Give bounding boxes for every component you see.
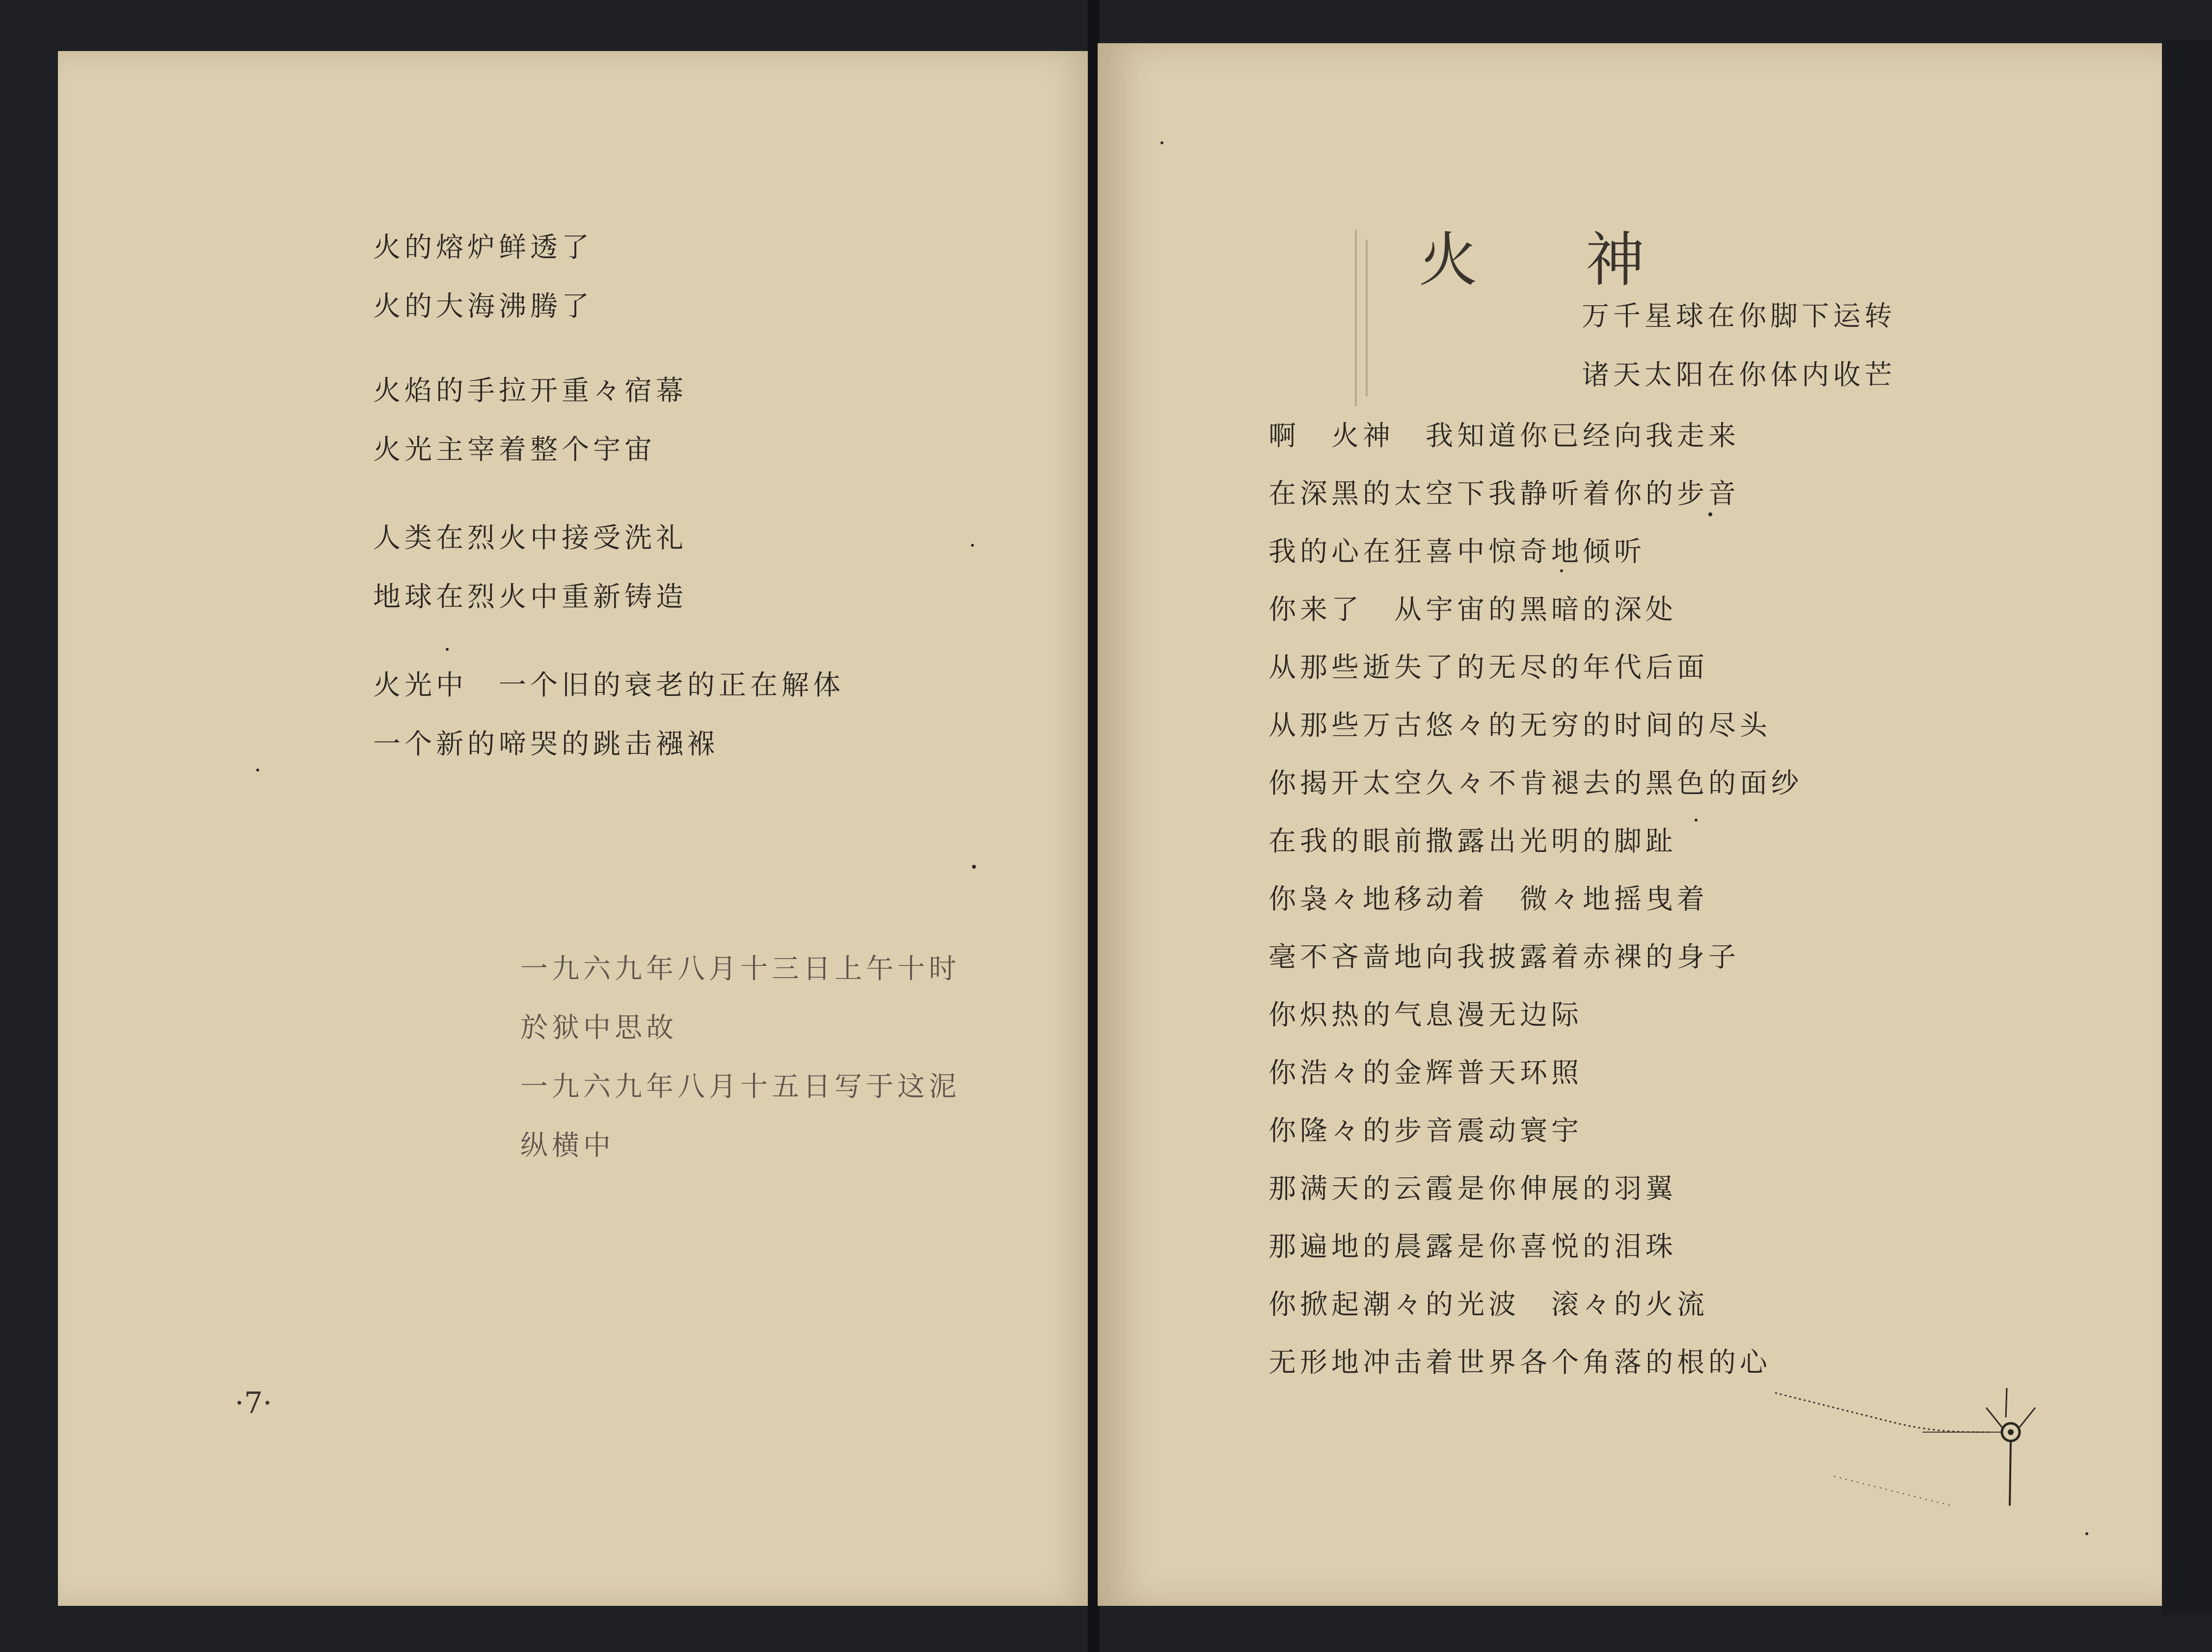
ink-speck [256, 769, 259, 772]
ink-speck [1560, 569, 1563, 572]
poem-line: 啊 火神 我知道你已经向我走来 [1268, 420, 1740, 452]
title-char: 火 [1419, 226, 1478, 294]
poem-line: 你掀起潮々的光波 滚々的火流 [1268, 1289, 1708, 1321]
title-char: 神 [1586, 226, 1645, 294]
poem-line: 毫不吝啬地向我披露着赤裸的身子 [1268, 941, 1740, 973]
poem-line: 无形地冲击着世界各个角落的根的心 [1268, 1347, 1771, 1379]
poem-line: 从那些万古悠々的无穷的时间的尽头 [1268, 710, 1771, 742]
ink-speck [1695, 819, 1698, 822]
ink-speck [1160, 141, 1163, 144]
decorative-rule [1355, 230, 1357, 406]
background-edge [2162, 39, 2212, 1615]
poem-line: 火光主宰着整个宇宙 [373, 434, 656, 466]
poem-line: 你来了 从宇宙的黑暗的深处 [1268, 594, 1677, 626]
left-page [58, 51, 1095, 1606]
date-line: 一九六九年八月十三日上午十时 [520, 953, 960, 985]
poem-line: 你浩々的金辉普天环照 [1268, 1057, 1583, 1089]
poem-line: 你揭开太空久々不肯褪去的黑色的面纱 [1268, 768, 1803, 799]
poem-line: 在深黑的太空下我静听着你的步音 [1268, 478, 1740, 510]
ink-speck [1708, 512, 1712, 516]
date-line: 纵横中 [520, 1130, 615, 1162]
poem-line: 你隆々的步音震动寰宇 [1268, 1115, 1583, 1147]
poem-line: 你袅々地移动着 微々地摇曳着 [1268, 883, 1708, 915]
poem-line: 那满天的云霞是你伸展的羽翼 [1268, 1173, 1677, 1205]
right-page [1098, 43, 2162, 1606]
poem-line: 你炽热的气息漫无边际 [1268, 999, 1583, 1031]
poem-line: 火焰的手拉开重々宿幕 [373, 375, 687, 407]
poem-line: 那遍地的晨露是你喜悦的泪珠 [1268, 1231, 1677, 1263]
poem-line: 从那些逝失了的无尽的年代后面 [1268, 652, 1708, 684]
ink-speck [2085, 1532, 2088, 1535]
poem-line: 我的心在狂喜中惊奇地倾听 [1268, 536, 1646, 568]
decorative-rule [1366, 240, 1368, 397]
poem-line: 火的熔炉鲜透了 [373, 232, 593, 264]
poem-line: 地球在烈火中重新铸造 [373, 581, 687, 613]
poem-line: 在我的眼前撒露出光明的脚趾 [1268, 826, 1677, 857]
poem-line: 火光中 一个旧的衰老的正在解体 [373, 669, 844, 701]
ink-speck [972, 865, 976, 869]
page-number: ·7· [235, 1386, 272, 1420]
ink-speck [446, 648, 449, 651]
date-line: 一九六九年八月十五日写于这泥 [520, 1071, 960, 1103]
ink-splatter-mark [1775, 1359, 2079, 1535]
epigraph-line: 诸天太阳在你体内收芒 [1582, 359, 1896, 391]
epigraph-line: 万千星球在你脚下运转 [1582, 300, 1896, 332]
poem-line: 人类在烈火中接受洗礼 [373, 522, 687, 554]
poem-line: 一个新的啼哭的跳击襁褓 [373, 728, 719, 760]
poem-line: 火的大海沸腾了 [373, 291, 593, 322]
date-line: 於狱中思故 [520, 1012, 677, 1044]
ink-speck [971, 544, 974, 547]
